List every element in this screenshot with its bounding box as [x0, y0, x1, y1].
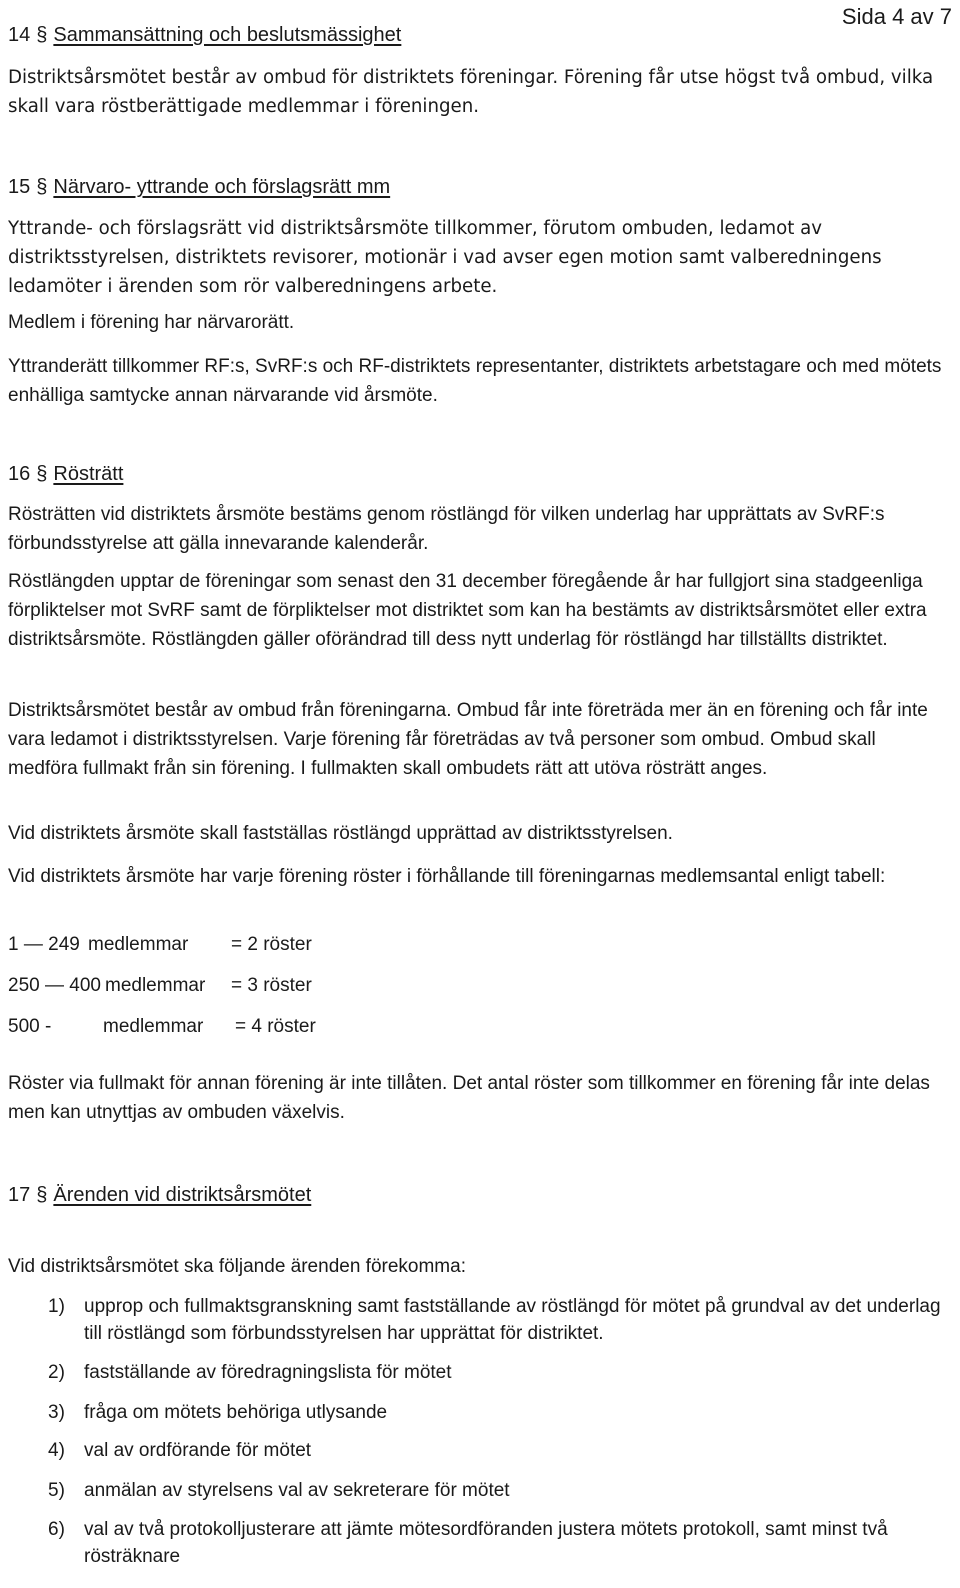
- list-item: [48, 1477, 948, 1504]
- list-number: 1): [48, 1296, 65, 1317]
- list-text: val av två protokolljusterare att jämte mötesordföranden justera mötets protokoll, samt minst två rösträknare: [84, 1519, 888, 1567]
- section-15-paragraph-1: Yttrande- och förslagsrätt vid distriktsårsmöte tillkommer, förutom ombuden, ledamot av distriktsstyrelsen, distriktets revisorer, motionär i vad avser egen motion samt valberedningens ledamöter i ärenden som rör valberedningens arbete.: [8, 218, 882, 297]
- list-item: [48, 1437, 948, 1464]
- section-16-paragraph-2: Röstlängden upptar de föreningar som senast den 31 december föregående år har fullgjort sina stadgeenliga förpliktelser mot SvRF samt de förpliktelser mot distriktet som kan ha bestämts av distriktsårsmötet eller extra distriktsårsmöte. Röstlängden gäller oförändrad till dess nytt underlag för röstlängd har tillställts distriktet.: [8, 571, 927, 650]
- list-item: [48, 1293, 948, 1347]
- list-number: 2): [48, 1362, 65, 1383]
- list-text: val av ordförande för mötet: [84, 1440, 312, 1461]
- vote-count: = 3 röster: [231, 975, 312, 996]
- vote-table-row: [8, 972, 312, 1000]
- list-text: fastställande av föredragningslista för mötet: [84, 1362, 452, 1383]
- section-symbol: §: [36, 24, 48, 46]
- list-number: 3): [48, 1402, 65, 1423]
- vote-table-row: [8, 1013, 316, 1041]
- vote-range: 1 — 249: [8, 934, 80, 955]
- section-symbol: §: [36, 463, 48, 485]
- section-title: Rösträtt: [53, 463, 124, 485]
- list-text: anmälan av styrelsens val av sekreterare för mötet: [84, 1480, 510, 1501]
- section-16-heading: [8, 459, 948, 489]
- section-16-paragraph-4: Vid distriktets årsmöte skall fastställas röstlängd upprättad av distriktsstyrelsen.: [8, 823, 673, 844]
- section-symbol: §: [36, 176, 48, 198]
- section-number: 14: [8, 24, 31, 46]
- section-17-intro: Vid distriktsårsmötet ska följande ärenden förekomma:: [8, 1256, 466, 1277]
- vote-range: 250 — 400: [8, 975, 101, 996]
- section-title: Närvaro- yttrande och förslagsrätt mm: [53, 176, 391, 198]
- list-text: fråga om mötets behöriga utlysande: [84, 1402, 388, 1423]
- section-14-heading: [8, 20, 948, 50]
- vote-count: = 4 röster: [235, 1016, 316, 1037]
- vote-count: = 2 röster: [231, 934, 312, 955]
- page-number: Sida 4 av 7: [841, 4, 952, 29]
- section-14-paragraph: Distriktsårsmötet består av ombud för distriktets föreningar. Förening får utse högst två ombud, vilka skall vara röstberättigade medlemmar i föreningen.: [8, 67, 934, 117]
- section-number: 16: [8, 463, 31, 485]
- section-16-paragraph-5: Vid distriktets årsmöte har varje förening röster i förhållande till föreningarnas medlemsantal enligt tabell:: [8, 866, 886, 887]
- section-symbol: §: [36, 1184, 48, 1206]
- section-15-paragraph-3: Yttranderätt tillkommer RF:s, SvRF:s och RF-distriktets representanter, distriktets arbetstagare och med mötets enhälliga samtycke annan närvarande vid årsmöte.: [8, 356, 942, 406]
- section-title: Ärenden vid distriktsårsmötet: [53, 1184, 312, 1206]
- section-number: 15: [8, 176, 31, 198]
- vote-label: medlemmar: [103, 1016, 204, 1037]
- list-item: [48, 1399, 948, 1426]
- section-16-closing: Röster via fullmakt för annan förening är inte tillåten. Det antal röster som tillkommer en förening får inte delas men kan utnyttjas av ombuden växelvis.: [8, 1073, 930, 1123]
- list-text: upprop och fullmaktsgranskning samt fastställande av röstlängd för mötet på grundval av det underlag till röstlängd som förbundsstyrelsen har upprättat för distriktet.: [84, 1296, 941, 1344]
- section-16-paragraph-3: Distriktsårsmötet består av ombud från föreningarna. Ombud får inte företräda mer än en förening och får inte vara ledamot i distriktsstyrelsen. Varje förening får företrädas av två personer som ombud. Ombud skall medföra fullmakt från sin förening. I fullmakten skall ombudets rätt att utöva rösträtt anges.: [8, 700, 928, 779]
- vote-label: medlemmar: [105, 975, 206, 996]
- section-15-heading: [8, 172, 948, 202]
- section-16-paragraph-1: Rösträtten vid distriktets årsmöte bestäms genom röstlängd för vilken underlag har upprättats av SvRF:s förbundsstyrelse att gälla innevarande kalenderår.: [8, 504, 885, 554]
- section-17-heading: [8, 1180, 948, 1210]
- vote-table-row: [8, 931, 312, 959]
- list-number: 4): [48, 1440, 65, 1461]
- vote-range: 500 -: [8, 1016, 52, 1037]
- list-item: [48, 1516, 948, 1570]
- list-number: 5): [48, 1480, 65, 1501]
- section-15-paragraph-2: Medlem i förening har närvarorätt.: [8, 312, 295, 333]
- list-item: [48, 1359, 948, 1386]
- vote-label: medlemmar: [88, 934, 189, 955]
- section-number: 17: [8, 1184, 31, 1206]
- section-title: Sammansättning och beslutsmässighet: [53, 24, 402, 46]
- list-number: 6): [48, 1519, 65, 1540]
